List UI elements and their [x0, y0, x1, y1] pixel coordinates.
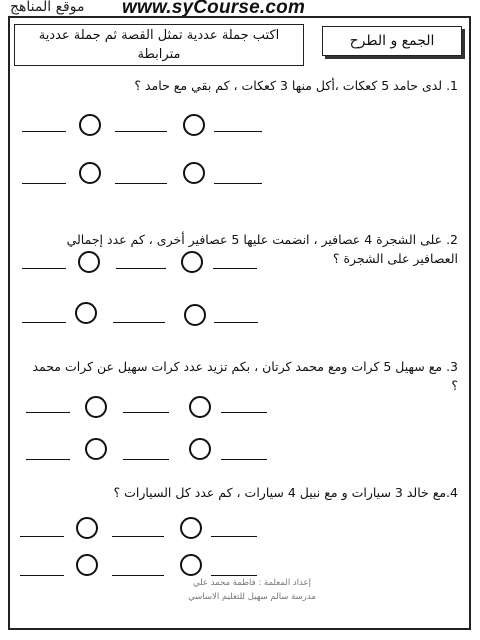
answer-blank[interactable] — [123, 459, 169, 460]
footer-school: مدرسة سالم سهيل للتعليم الاساسي — [188, 592, 316, 602]
answer-blank[interactable] — [214, 131, 262, 132]
answer-blank[interactable] — [22, 268, 66, 269]
answer-blank[interactable] — [22, 322, 66, 323]
operator-circle[interactable] — [181, 251, 203, 273]
question-3: 3. مع سهيل 5 كرات ومع محمد كرتان ، بكم تزيد عدد كرات سهيل عن كرات محمد ؟ — [32, 359, 458, 393]
question-1: 1. لدى حامد 5 كعكات ،أكل منها 3 كعكات ، كم بقي مع حامد ؟ — [134, 78, 458, 93]
operator-circle[interactable] — [79, 162, 101, 184]
watermark-arabic: موقع المناهج — [10, 0, 85, 15]
question-2: 2. على الشجرة 4 عصافير ، انضمت عليها 5 عصافير أخرى ، كم عدد إجمالي العصافير على الشجرة ؟ — [66, 232, 458, 266]
answer-blank[interactable] — [22, 131, 66, 132]
answer-blank[interactable] — [112, 536, 164, 537]
operator-circle[interactable] — [76, 517, 98, 539]
answer-blank[interactable] — [211, 536, 257, 537]
question-4: 4.مع خالد 3 سيارات و مع نبيل 4 سيارات ، كم عدد كل السيارات ؟ — [113, 485, 458, 500]
operator-circle[interactable] — [183, 114, 205, 136]
answer-blank[interactable] — [112, 575, 164, 576]
answer-blank[interactable] — [221, 412, 267, 413]
answer-blank[interactable] — [26, 459, 70, 460]
answer-blank[interactable] — [113, 322, 165, 323]
operator-circle[interactable] — [189, 396, 211, 418]
watermark-site: www.syCourse.com — [122, 0, 306, 18]
page-border — [8, 16, 471, 630]
answer-blank[interactable] — [123, 412, 169, 413]
operator-circle[interactable] — [180, 517, 202, 539]
answer-blank[interactable] — [20, 536, 64, 537]
operator-circle[interactable] — [75, 302, 97, 324]
answer-blank[interactable] — [214, 183, 262, 184]
watermark — [0, 0, 480, 17]
operator-circle[interactable] — [79, 114, 101, 136]
worksheet-title: الجمع و الطرح — [322, 26, 462, 56]
operator-circle[interactable] — [85, 438, 107, 460]
footer-credit — [182, 576, 322, 604]
operator-circle[interactable] — [189, 438, 211, 460]
answer-blank[interactable] — [116, 268, 166, 269]
operator-circle[interactable] — [180, 554, 202, 576]
operator-circle[interactable] — [183, 162, 205, 184]
worksheet-instruction: اكتب جملة عددية تمثل القصة ثم جملة عددية مترابطة — [14, 24, 304, 66]
answer-blank[interactable] — [214, 322, 258, 323]
operator-circle[interactable] — [76, 554, 98, 576]
footer-teacher: إعداد المعلمة : فاطمة محمد علي — [193, 578, 311, 588]
operator-circle[interactable] — [78, 251, 100, 273]
operator-circle[interactable] — [85, 396, 107, 418]
answer-blank[interactable] — [115, 183, 167, 184]
answer-blank[interactable] — [20, 575, 64, 576]
answer-blank[interactable] — [213, 268, 257, 269]
operator-circle[interactable] — [184, 304, 206, 326]
answer-blank[interactable] — [115, 131, 167, 132]
answer-blank[interactable] — [221, 459, 267, 460]
answer-blank[interactable] — [22, 183, 66, 184]
answer-blank[interactable] — [26, 412, 70, 413]
